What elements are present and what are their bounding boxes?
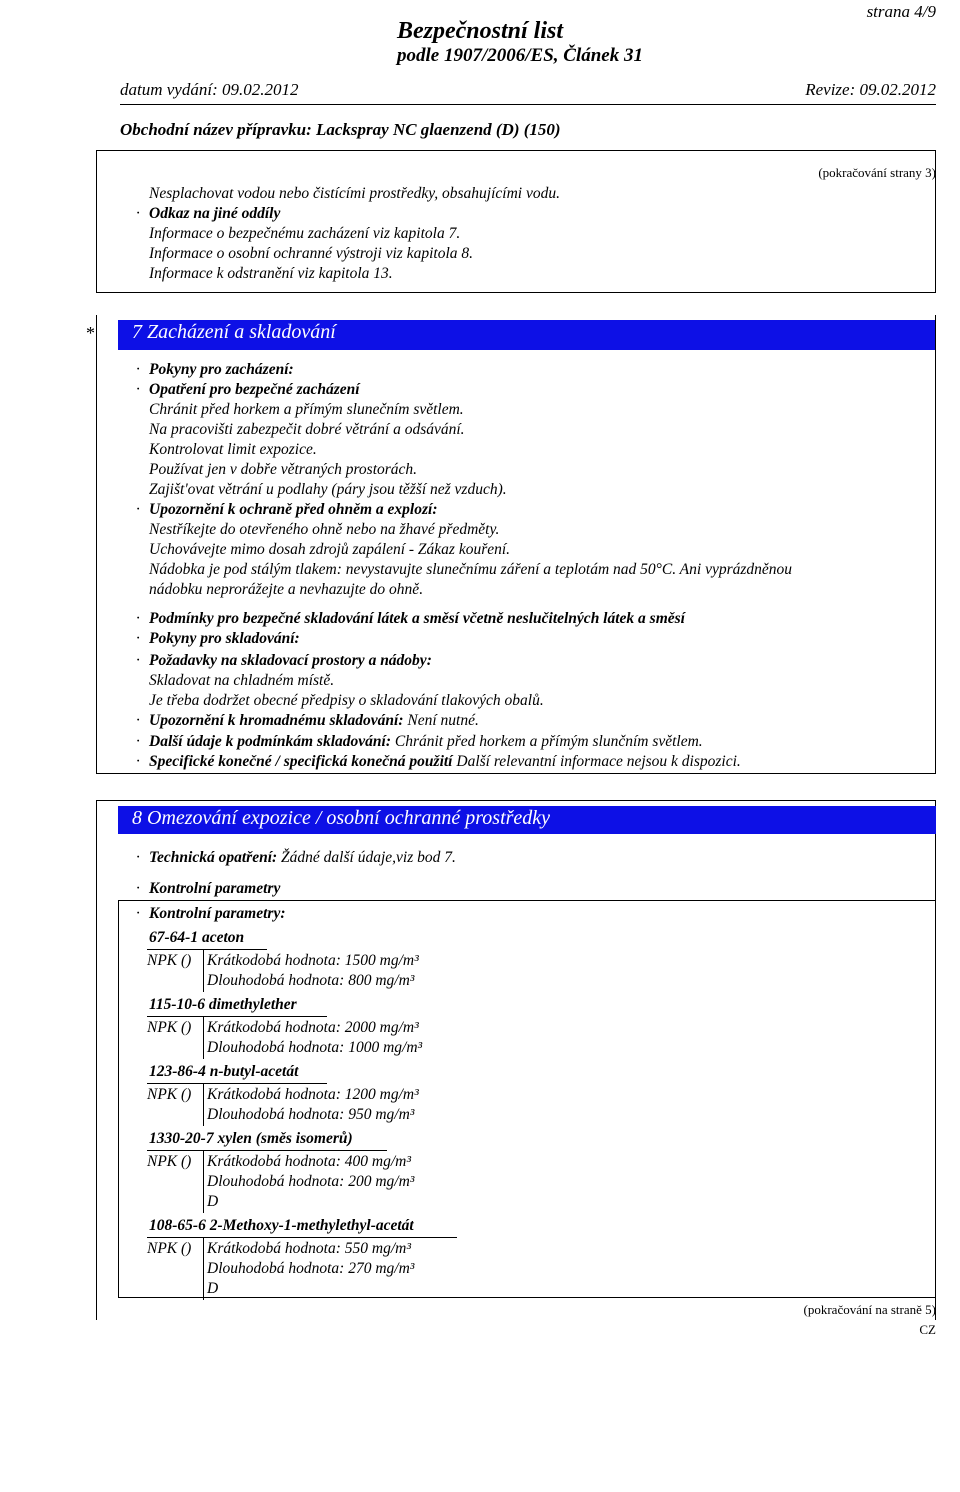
short-term-value: Krátkodobá hodnota: 2000 mg/m³ [207,1019,419,1036]
limit-type: NPK () [147,952,192,969]
fire-line: Nestříkejte do otevřeného ohně nebo na žhavé předměty. [149,521,500,538]
safe-line: Zajišt'ovat větrání u podlahy (páry jsou těžší než vzduch). [149,481,507,498]
prev-line-1: Nesplachovat vodou nebo čistícími prostředky, obsahujícími vodu. [149,185,560,202]
storage-line: Je třeba dodržet obecné předpisy o skladování tlakových obalů. [149,692,544,709]
prev-heading: · Odkaz na jiné oddíly [136,205,281,222]
prev-line-3: Informace o osobní ochranné výstroji viz kapitola 8. [149,245,474,262]
substance-rule [147,1237,457,1238]
safe-handling-heading: · Opatření pro bezpečné zacházení [136,381,360,398]
page-number: strana 4/9 [866,2,936,21]
short-term-value: Krátkodobá hodnota: 1200 mg/m³ [207,1086,419,1103]
long-term-value: Dlouhodobá hodnota: 800 mg/m³ [207,972,415,989]
technical-measures: · Technická opatření: Žádné další údaje,viz bod 7. [136,849,456,866]
continuation-note-top: (pokračování strany 3) [818,165,936,180]
trade-name: Obchodní název přípravku: Lackspray NC glaenzend (D) (150) [120,120,561,139]
safe-line: Používat jen v dobře větraných prostorách. [149,461,418,478]
long-term-value: Dlouhodobá hodnota: 1000 mg/m³ [207,1039,423,1056]
substance-name: 123-86-4 n-butyl-acetát [149,1063,299,1080]
prev-line-2: Informace o bezpečnému zacházení viz kapitola 7. [149,225,461,242]
further-storage-info: · Další údaje k podmínkám skladování: Chránit před horkem a přímým slunčním světlem. [136,733,703,750]
fire-line: Nádobka je pod stálým tlakem: nevystavujte slunečnímu záření a teplotám nad 50°C. Ani vyprázdněnou [149,561,793,578]
country-code: CZ [919,1322,936,1337]
limit-type: NPK () [147,1153,192,1170]
substance-rule [147,1083,327,1084]
short-term-value: Krátkodobá hodnota: 1500 mg/m³ [207,952,419,969]
revision-date: Revize: 09.02.2012 [805,80,936,99]
long-term-value: Dlouhodobá hodnota: 200 mg/m³ [207,1173,415,1190]
safe-line: Chránit před horkem a přímým slunečním světlem. [149,401,464,418]
issue-date: datum vydání: 09.02.2012 [120,80,299,99]
substance-note: D [207,1193,219,1210]
document-title: Bezpečnostní list [396,18,564,44]
value-divider [203,1084,204,1126]
limit-type: NPK () [147,1019,192,1036]
prev-box-bottom [96,292,936,293]
fire-line: Uchovávejte mimo dosah zdrojů zapálení - Zákaz kouření. [149,541,511,558]
section-8-title: 8 Omezování expozice / osobní ochranné prostředky [132,807,551,829]
control-params-box-heading: · Kontrolní parametry: [136,905,286,922]
control-params-heading: · Kontrolní parametry [136,880,281,897]
safe-line: Kontrolovat limit expozice. [149,441,317,458]
section-7-box [96,315,936,774]
fire-heading: · Upozornění k ochraně před ohněm a explozí: [136,501,438,518]
section-8-title-bar [118,806,936,834]
substance-rule [147,949,267,950]
continuation-note-bottom: (pokračování na straně 5) [803,1302,936,1317]
storage-line: Skladovat na chladném místě. [149,672,335,689]
short-term-value: Krátkodobá hodnota: 550 mg/m³ [207,1240,411,1257]
long-term-value: Dlouhodobá hodnota: 270 mg/m³ [207,1260,415,1277]
substance-rule [147,1150,387,1151]
substance-name: 1330-20-7 xylen (směs isomerů) [149,1130,353,1147]
bulk-storage: · Upozornění k hromadnému skladování: Není nutné. [136,712,479,729]
value-divider [203,1238,204,1300]
header-divider [120,104,936,105]
substance-note: D [207,1280,219,1297]
revision-star: * [86,323,95,343]
safe-line: Na pracovišti zabezpečit dobré větrání a odsávání. [149,421,465,438]
fire-line: nádobku neprorážejte a nevhazujte do ohně. [149,581,424,598]
section-7-title: 7 Zacházení a skladování [132,321,336,343]
handling-heading: · Pokyny pro zacházení: [136,361,294,378]
value-divider [203,1017,204,1059]
document-subtitle: podle 1907/2006/ES, Článek 31 [397,45,643,66]
substance-name: 115-10-6 dimethylether [149,996,297,1013]
limit-type: NPK () [147,1086,192,1103]
storage-requirements-heading: · Požadavky na skladovací prostory a nádoby: [136,652,432,669]
substance-name: 108-65-6 2-Methoxy-1-methylethyl-acetát [149,1217,414,1234]
specific-end-use: · Specifické konečné / specifická konečná použití Další relevantní informace nejsou k dispozici. [136,753,741,770]
storage-heading: · Pokyny pro skladování: [136,630,300,647]
long-term-value: Dlouhodobá hodnota: 950 mg/m³ [207,1106,415,1123]
substance-name: 67-64-1 aceton [149,929,245,946]
value-divider [203,1151,204,1213]
short-term-value: Krátkodobá hodnota: 400 mg/m³ [207,1153,411,1170]
prev-line-4: Informace k odstranění viz kapitola 13. [149,265,393,282]
limit-type: NPK () [147,1240,192,1257]
substance-rule [147,1016,327,1017]
value-divider [203,950,204,992]
storage-conditions-heading: · Podmínky pro bezpečné skladování látek a směsí včetně neslučitelných látek a směsí [136,610,685,627]
